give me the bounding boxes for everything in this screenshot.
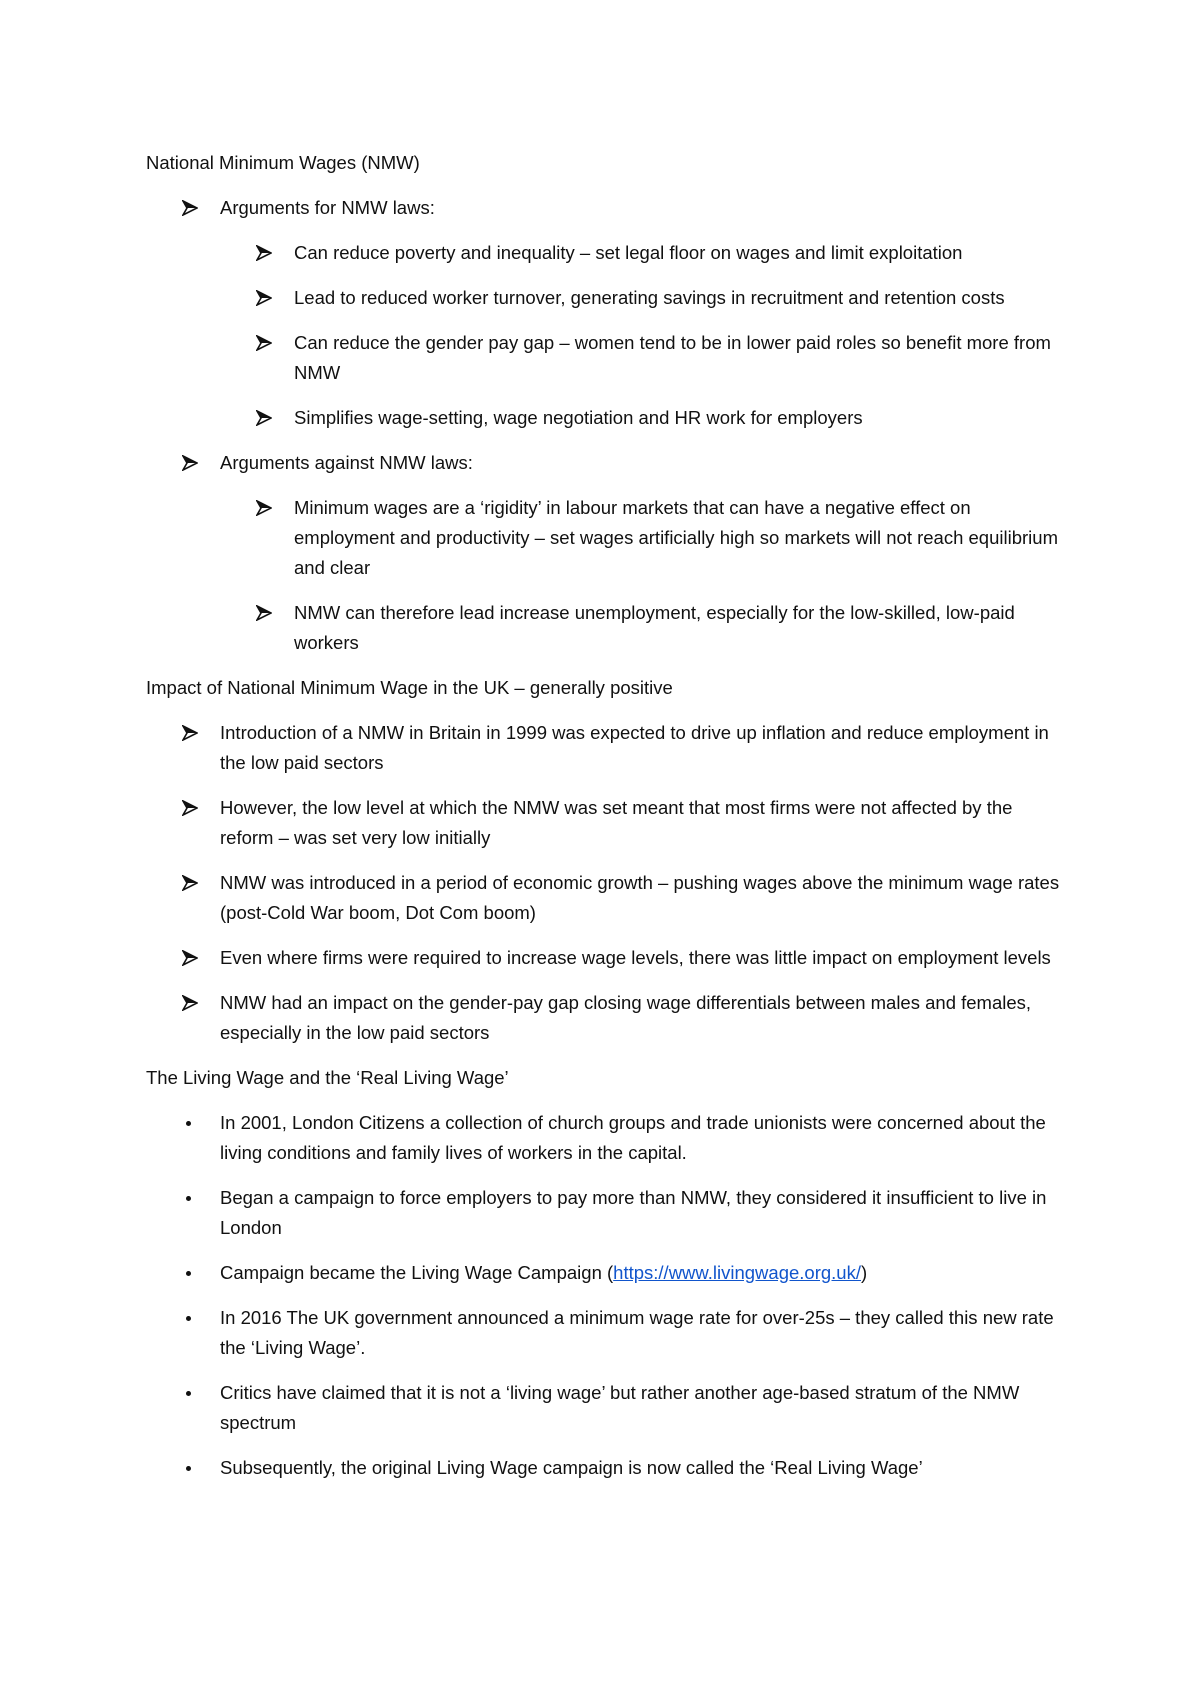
list-item xyxy=(146,793,1066,853)
arrow-bullet-icon xyxy=(256,605,272,621)
impact-list xyxy=(146,718,1066,1048)
arrow-bullet-icon xyxy=(182,950,198,966)
list-item-text: Minimum wages are a ‘rigidity’ in labour markets that can have a negative effect on employment and productivity – set wages artificially high so markets will not reach equilibrium and clear xyxy=(294,497,1058,578)
list-item xyxy=(146,868,1066,928)
section-heading-living-wage: The Living Wage and the ‘Real Living Wage’ xyxy=(146,1067,509,1088)
bullet-dot-icon xyxy=(186,1121,191,1126)
list-item-text: Lead to reduced worker turnover, generating savings in recruitment and retention costs xyxy=(294,287,1005,308)
arrow-bullet-icon xyxy=(182,875,198,891)
arrow-bullet-icon xyxy=(256,290,272,306)
list-item xyxy=(146,943,1066,973)
list-item-text: NMW can therefore lead increase unemployment, especially for the low-skilled, low-paid workers xyxy=(294,602,1015,653)
arrow-bullet-icon xyxy=(182,995,198,1011)
list-item-text: Subsequently, the original Living Wage campaign is now called the ‘Real Living Wage’ xyxy=(220,1457,923,1478)
list-item xyxy=(146,718,1066,778)
arrow-bullet-icon xyxy=(256,500,272,516)
list-item xyxy=(146,1453,1066,1483)
list-item-text: Began a campaign to force employers to pay more than NMW, they considered it insufficient to live in London xyxy=(220,1187,1047,1238)
list-item-text: NMW was introduced in a period of economic growth – pushing wages above the minimum wage rates (post-Cold War boom, Dot Com boom) xyxy=(220,872,1060,923)
campaign-prefix: Campaign became the Living Wage Campaign ( xyxy=(220,1262,614,1283)
campaign-suffix: ) xyxy=(860,1262,868,1283)
arrow-bullet-icon xyxy=(182,200,198,216)
list-item xyxy=(220,598,1066,658)
list-item-arguments-for xyxy=(146,193,1066,433)
bullet-dot-icon xyxy=(186,1271,191,1276)
arguments-against-label: Arguments against NMW laws: xyxy=(220,452,473,473)
arrow-bullet-icon xyxy=(182,800,198,816)
arrow-bullet-icon xyxy=(256,410,272,426)
arrow-bullet-icon xyxy=(256,245,272,261)
list-item-text: In 2001, London Citizens a collection of church groups and trade unionists were concerned about the living conditions and family lives of workers in the capital. xyxy=(220,1112,1046,1163)
arrow-bullet-icon xyxy=(256,335,272,351)
list-item xyxy=(146,988,1066,1048)
list-item xyxy=(220,238,1066,268)
list-item xyxy=(220,328,1066,388)
section-heading-nmw: National Minimum Wages (NMW) xyxy=(146,152,420,173)
list-item-text: NMW had an impact on the gender-pay gap closing wage differentials between males and females, especially in the low paid sectors xyxy=(220,992,1032,1043)
arrow-bullet-icon xyxy=(182,725,198,741)
arguments-for-sublist xyxy=(220,238,1066,433)
list-item xyxy=(220,403,1066,433)
list-item-text: Can reduce the gender pay gap – women tend to be in lower paid roles so benefit more from NMW xyxy=(294,332,1051,383)
list-item-text: Introduction of a NMW in Britain in 1999 was expected to drive up inflation and reduce employment in the low paid sectors xyxy=(220,722,1049,773)
list-item xyxy=(220,283,1066,313)
list-item xyxy=(146,1108,1066,1168)
list-item-arguments-against xyxy=(146,448,1066,658)
bullet-dot-icon xyxy=(186,1391,191,1396)
bullet-dot-icon xyxy=(186,1196,191,1201)
section-heading-impact: Impact of National Minimum Wage in the UK – generally positive xyxy=(146,677,673,698)
living-wage-list xyxy=(146,1108,1066,1483)
living-wage-link[interactable]: https://www.livingwage.org.uk/ xyxy=(613,1262,861,1283)
list-item xyxy=(146,1258,1066,1288)
list-item xyxy=(146,1303,1066,1363)
arguments-against-sublist xyxy=(220,493,1066,658)
document-body xyxy=(146,148,1066,1498)
list-item-text: However, the low level at which the NMW was set meant that most firms were not affected by the reform – was set very low initially xyxy=(220,797,1013,848)
bullet-dot-icon xyxy=(186,1466,191,1471)
list-item xyxy=(146,1378,1066,1438)
list-item-text: Can reduce poverty and inequality – set legal floor on wages and limit exploitation xyxy=(294,242,963,263)
list-item xyxy=(220,493,1066,583)
list-item-text: Even where firms were required to increase wage levels, there was little impact on employment levels xyxy=(220,947,1051,968)
list-item xyxy=(146,1183,1066,1243)
bullet-dot-icon xyxy=(186,1316,191,1321)
list-item-text: Critics have claimed that it is not a ‘living wage’ but rather another age-based stratum of the NMW spectrum xyxy=(220,1382,1020,1433)
nmw-arguments-list xyxy=(146,193,1066,658)
arrow-bullet-icon xyxy=(182,455,198,471)
list-item-text: Simplifies wage-setting, wage negotiation and HR work for employers xyxy=(294,407,863,428)
arguments-for-label: Arguments for NMW laws: xyxy=(220,197,435,218)
list-item-text: In 2016 The UK government announced a minimum wage rate for over-25s – they called this new rate the ‘Living Wage’. xyxy=(220,1307,1054,1358)
